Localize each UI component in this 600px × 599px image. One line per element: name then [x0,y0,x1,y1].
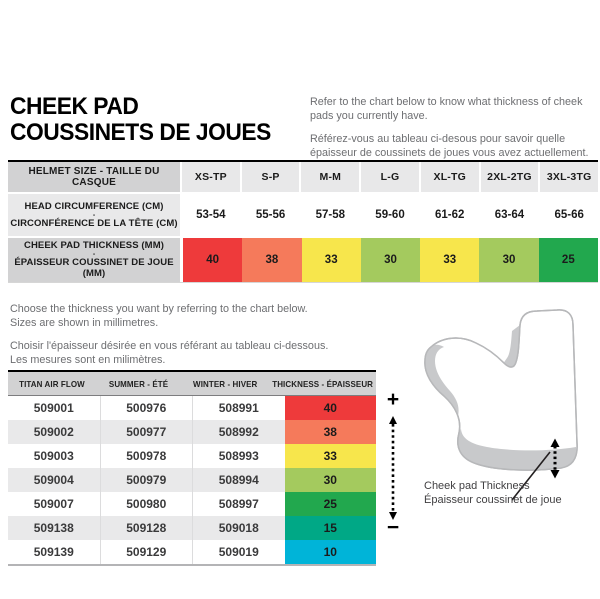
label-dash: - [92,250,96,258]
thickness-value-cell: 25 [285,492,377,516]
circumference-value: 61-62 [419,194,479,236]
page-title [10,94,285,146]
instructions-en: Choose the thickness you want by referring to the chart below. Sizes are shown in millimetres. [10,303,308,329]
thickness-value-cell: 10 [285,540,377,564]
parts-table [8,370,376,566]
diagram-caption-fr: Épaisseur coussinet de joue [424,494,562,506]
titan-part-number: 509139 [33,545,74,559]
parts-table-row [8,420,376,444]
summer-part-number: 500978 [100,444,193,468]
parts-table-row [8,468,376,492]
size-col-header: XL-TG [419,162,479,192]
summer-part-number: 509128 [100,516,193,540]
plus-icon: + [386,388,400,411]
thickness-value-cell: 15 [285,516,377,540]
head-circumference-row [8,194,598,236]
thickness-value-cell: 38 [242,238,301,282]
col-header-titan: TITAN AIR FLOW [18,378,85,389]
winter-part-number: 508997 [192,492,285,516]
pad-thickness-label: CHEEK PAD THICKNESS (MM) - ÉPAISSEUR COUSSINET DE JOUE (MM) [8,238,180,282]
thickness-value-cell: 33 [285,444,377,468]
size-col-header: M-M [299,162,359,192]
circumference-value: 65-66 [538,194,598,236]
size-col-header: L-G [359,162,419,192]
winter-part-number: 508994 [192,468,285,492]
size-col-header: 2XL-2TG [479,162,539,192]
instructions-fr: Choisir l'épaisseur désirée en vous référant au tableau ci-dessous. Les mesures sont en milimètres. [10,340,329,366]
pad-thickness-row [8,238,598,282]
circumference-value: 63-64 [479,194,539,236]
circumference-value: 57-58 [299,194,359,236]
size-chart-table [8,160,598,283]
thickness-value-cell: 30 [361,238,420,282]
winter-part-number: 508991 [192,396,285,420]
thickness-value-cell: 40 [285,396,377,420]
parts-table-row [8,444,376,468]
parts-table-row [8,516,376,540]
col-header-winter: WINTER - HIVER [193,378,258,389]
thickness-value-cell: 33 [420,238,479,282]
winter-part-number: 509018 [192,516,285,540]
size-col-header: 3XL-3TG [538,162,598,192]
titan-part-number: 509004 [8,468,100,492]
circumference-value: 59-60 [359,194,419,236]
intro-text [310,96,600,160]
col-header-thickness: THICKNESS - ÉPAISSEUR [271,378,373,389]
thickness-value-cell: 30 [285,468,377,492]
parts-table-row [8,492,376,516]
parts-table-header-row [8,372,376,396]
titan-part-number: 509002 [8,420,100,444]
titan-part-number: 509003 [33,449,74,463]
winter-part-number: 509019 [192,540,285,564]
summer-part-number: 500976 [100,396,193,420]
parts-table-row [8,540,376,564]
intro-paragraph-en: Refer to the chart below to know what thickness of cheek pads you currently have. [310,96,583,122]
titan-part-number: 509007 [33,497,74,511]
thickness-value-cell: 33 [302,238,361,282]
thickness-value-cell: 30 [479,238,538,282]
size-chart-header-label: HELMET SIZE - TAILLE DU CASQUE [8,162,180,192]
size-col-header: XS-TP [180,162,240,192]
size-col-header: S-P [240,162,300,192]
diagram-caption [424,479,562,507]
circumference-value: 53-54 [180,194,240,236]
titan-part-number: 509001 [33,401,74,415]
parts-table-row [8,396,376,420]
titan-part-number: 509138 [8,516,100,540]
page-title-line1: CHEEK PAD [10,93,139,120]
summer-part-number: 500979 [100,468,193,492]
col-header-summer: SUMMER - ÉTÉ [108,378,168,389]
size-chart-header-row [8,162,598,192]
minus-icon: − [386,516,400,539]
diagram-caption-en: Cheek pad Thickness [424,480,530,492]
summer-part-number: 500977 [100,420,193,444]
label-dash: - [92,211,96,219]
head-circumference-label: HEAD CIRCUMFERENCE (CM) - CIRCONFÉRENCE DE LA TÊTE (CM) [8,194,180,236]
winter-part-number: 508993 [192,444,285,468]
winter-part-number: 508992 [192,420,285,444]
circumference-value: 55-56 [240,194,300,236]
instructions-text [10,303,410,367]
summer-part-number: 509129 [100,540,193,564]
thickness-value-cell: 25 [539,238,598,282]
thickness-value-cell: 40 [180,238,242,282]
intro-paragraph-fr: Référez-vous au tableau ci-desous pour savoir quelle épaisseur de coussinets de joues vous avez actuellement. [310,133,589,159]
thickness-value-cell: 38 [285,420,377,444]
summer-part-number: 500980 [100,492,193,516]
page-title-line2: COUSSINETS DE JOUES [10,119,271,146]
